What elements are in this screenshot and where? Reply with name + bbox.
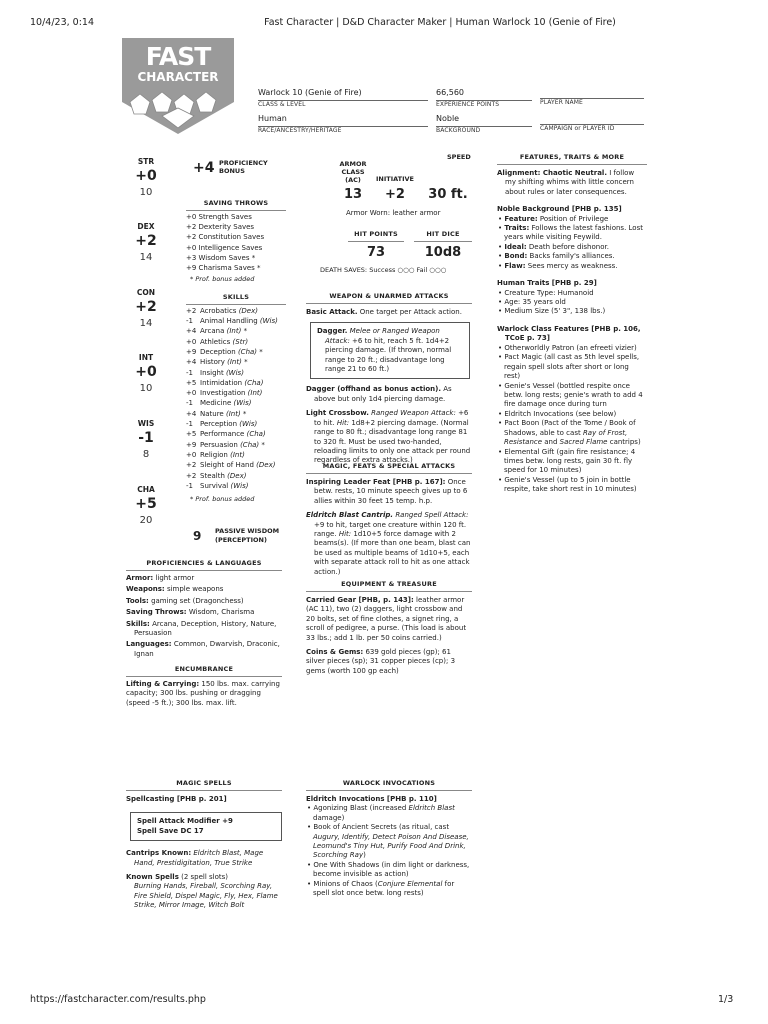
encumbrance-title: ENCUMBRANCE (126, 665, 282, 677)
skill-name: Investigation (200, 389, 246, 398)
proficiency-value: gaming set (Dragonchess) (148, 596, 244, 605)
skill-ability: (Cha) (237, 347, 258, 356)
feature-text: Genie's Vessel (bottled respite once betw. long rests; genie's wrath to add 4 fire damage once during turn (504, 381, 643, 409)
player-name-field (540, 88, 644, 107)
skills-list (186, 305, 286, 492)
encumbrance-text: Lifting & Carrying: 150 lbs. max. carrying capacity; 300 lbs. pushing or dragging (speed -5 ft.); 300 lbs. max. lift. (126, 679, 280, 707)
skill-name: Survival (200, 481, 229, 490)
ability-modifier: +5 (135, 496, 157, 513)
feature-text: Otherworldly Patron (an efreeti vizier) (504, 343, 637, 352)
skill-modifier: -1 (186, 481, 193, 490)
coins-gems: Coins & Gems: 639 gold pieces (gp); 61 silver pieces (sp); 31 copper pieces (cp); 3 gems (worth 100 gp each) (306, 647, 456, 675)
light-crossbow: Light Crossbow. Ranged Weapon Attack: +6 to hit. Hit: 1d8+2 piercing damage. (Normal range to 80 ft.; disadvantage long range 81 to 320 ft. Must be used two-handed, reloading limits to only one attack per round regardless of extra attacks.) (306, 409, 471, 465)
features-section (497, 153, 647, 495)
feature-text: Genie's Vessel (up to 5 join in bottle respite, take short rest in 10 minutes) (504, 475, 637, 494)
proficiency-value: Wisdom, Charisma (186, 608, 255, 617)
save-row: +0 Intelligence Saves (186, 243, 263, 252)
trait-value: Follows the latest fashions. Lost years while visiting Feywild. (504, 223, 643, 242)
ability-score: 14 (139, 318, 153, 330)
proficiency-bonus-value: +4 (193, 160, 215, 176)
skill-name: History (200, 358, 225, 367)
skill-row (186, 441, 286, 451)
dagger-attack-box: Dagger. Melee or Ranged Weapon Attack: +6 to hit, reach 5 ft. 1d4+2 piercing damage. (If thrown, normal range to 20 ft.; disadvantage long range 21 to 60 ft.) (310, 322, 470, 379)
proficiency-item (126, 585, 282, 594)
skill-name: Deception (200, 347, 236, 356)
proficiency-item (126, 608, 282, 617)
logo-line-2: CHARACTER (137, 70, 219, 84)
proficiency-key: Skills: (126, 619, 150, 628)
trait-text: Medium Size (5' 3", 138 lbs.) (504, 307, 606, 316)
class-level-value: Warlock 10 (Genie of Fire) (258, 88, 428, 101)
save-row: +3 Wisdom Saves * (186, 253, 256, 262)
skill-modifier: +5 (186, 430, 197, 439)
trait-value: Backs family's alliances. (527, 252, 615, 261)
human-traits-list (497, 289, 647, 317)
print-title: Fast Character | D&D Character Maker | Human Warlock 10 (Genie of Fire) (264, 17, 616, 28)
skill-ability: (Str) (232, 337, 249, 346)
save-row: +9 Charisma Saves * (186, 264, 261, 273)
human-trait-item: • Age: 35 years old (498, 298, 566, 307)
magic-feats-title: MAGIC, FEATS & SPECIAL ATTACKS (306, 462, 472, 474)
class-level-field (258, 88, 428, 109)
hit-dice-box (414, 230, 472, 261)
proficiency-key: Languages: (126, 640, 172, 649)
ability-name: DEX (137, 222, 155, 231)
skill-name: Performance (200, 430, 245, 439)
background-value: Noble (436, 114, 532, 127)
skill-modifier: +9 (186, 347, 197, 356)
invocation-item: • Agonizing Blast (increased Eldritch Blast damage) (307, 804, 455, 822)
background-field (436, 114, 532, 135)
ability-score: 20 (139, 515, 153, 527)
human-trait-item: • Medium Size (5' 3", 138 lbs.) (498, 307, 606, 316)
skill-name: Athletics (200, 337, 231, 346)
save-note: * Prof. bonus added (190, 274, 255, 283)
skill-ability: (Wis) (239, 420, 258, 429)
speed-value: 30 ft. (428, 187, 468, 202)
pact-boon: • Pact Boon (Pact of the Tome / Book of Shadows, able to cast Ray of Frost, Resistance and Sacred Flame cantrips) (498, 419, 641, 447)
hit-points-box (348, 230, 404, 261)
skill-ability: (Int) (226, 327, 242, 336)
cantrips-known: Cantrips Known: Eldritch Blast, Mage Hand, Prestidigitation, True Strike (126, 849, 264, 867)
skill-modifier: -1 (186, 368, 193, 377)
proficiencies-section (126, 559, 282, 661)
race-value: Human (258, 114, 428, 127)
skill-row (186, 348, 286, 358)
print-page-number: 1/3 (718, 994, 734, 1005)
skills-section (186, 293, 286, 505)
magic-spells-title: MAGIC SPELLS (126, 779, 282, 791)
warlock-features-title: Warlock Class Features [PHB p. 106, TCoE p. 73] (497, 324, 641, 343)
invocations-header: Eldritch Invocations [PHB p. 110] (306, 794, 437, 803)
skills-note: * Prof. bonus added (190, 495, 255, 504)
proficiency-value: Common, Dwarvish, Draconic, Ignan (134, 640, 280, 658)
features-title: FEATURES, TRAITS & MORE (497, 153, 647, 165)
invocations-title: WARLOCK INVOCATIONS (306, 779, 472, 791)
skill-row (186, 338, 286, 348)
hit-points-value: 73 (366, 244, 386, 260)
trait-key: Feature: (504, 214, 538, 223)
death-saves: DEATH SAVES: Success ○○○ Fail ○○○ (320, 266, 447, 274)
proficiency-value: light armor (153, 573, 195, 582)
skill-name: Persuasion (200, 440, 238, 449)
skill-proficient-mark: * (241, 327, 248, 336)
human-traits-title: Human Traits [PHB p. 29] (497, 279, 597, 288)
race-field (258, 114, 428, 135)
skill-ability: (Int) (247, 389, 263, 398)
armor-class-label: ARMOR CLASS (AC) (339, 160, 367, 185)
initiative-label: INITIATIVE (376, 175, 414, 183)
save-row: +0 Strength Saves (186, 212, 252, 221)
skill-ability: (Cha) (244, 378, 264, 387)
proficiency-item (126, 574, 282, 583)
skill-proficient-mark: * (241, 358, 248, 367)
skill-proficient-mark: * (257, 347, 263, 356)
ability-name: STR (137, 157, 155, 166)
skill-name: Stealth (200, 471, 225, 480)
skill-ability: (Int) (225, 409, 241, 418)
offhand-dagger: Dagger (offhand as bonus action). As above but only 1d4 piercing damage. (306, 385, 452, 403)
ability-modifier: +0 (135, 364, 157, 381)
proficiency-key: Weapons: (126, 585, 165, 594)
skill-modifier: +2 (186, 306, 197, 315)
warlock-features-list-2 (497, 448, 647, 495)
save-row: +2 Constitution Saves (186, 233, 265, 242)
armor-worn: Armor Worn: leather armor (346, 209, 441, 217)
skill-modifier: -1 (186, 420, 193, 429)
ability-modifier: +0 (135, 168, 157, 185)
ability-name: CHA (137, 485, 155, 494)
skill-name: Nature (200, 409, 224, 418)
spell-save-dc: Spell Save DC 17 (137, 826, 204, 835)
skill-name: Religion (200, 450, 228, 459)
print-url: https://fastcharacter.com/results.php (30, 994, 206, 1005)
saving-throws-section (186, 199, 286, 285)
skill-name: Perception (200, 420, 238, 429)
armor-class-value: 13 (343, 187, 363, 202)
noble-trait-item: • Bond: Backs family's alliances. (498, 252, 615, 261)
logo-line-1: FAST (145, 42, 211, 71)
proficiency-key: Armor: (126, 573, 154, 582)
skill-modifier: +0 (186, 450, 197, 459)
proficiency-item (126, 597, 282, 606)
basic-attack: Basic Attack. One target per Attack action. (306, 307, 462, 316)
campaign-field (540, 114, 644, 133)
trait-key: Ideal: (504, 242, 527, 251)
human-trait-item: • Creature Type: Humanoid (498, 288, 594, 297)
class-level-label: CLASS & LEVEL (258, 100, 306, 108)
passive-wisdom-value: 9 (193, 529, 202, 543)
magic-feats-section (306, 462, 472, 582)
ability-score: 8 (142, 449, 150, 461)
ability-str (126, 157, 166, 200)
skill-modifier: +9 (186, 440, 197, 449)
equipment-title: EQUIPMENT & TREASURE (306, 580, 472, 592)
warlock-feature-item: • Otherworldly Patron (an efreeti vizier) (498, 343, 637, 352)
proficiency-value: Arcana, Deception, History, Nature, Persuasion (134, 619, 277, 637)
skill-modifier: +2 (186, 471, 197, 480)
hit-points-label: HIT POINTS (348, 230, 404, 242)
proficiency-item (126, 620, 282, 639)
skill-row (186, 451, 286, 461)
skill-name: Arcana (200, 327, 225, 336)
skill-ability: (Dex) (238, 306, 258, 315)
warlock-feature-item: • Elemental Gift (gain fire resistance; 4 times betw. long rests, gain 30 ft. fly speed for 10 minutes) (498, 447, 636, 475)
skill-ability: (Wis) (230, 481, 249, 490)
trait-value: Sees mercy as weakness. (525, 261, 618, 270)
noble-trait-item: • Flaw: Sees mercy as weakness. (498, 261, 618, 270)
skill-ability: (Wis) (233, 399, 252, 408)
skill-modifier: +5 (186, 378, 197, 387)
skill-name: Intimidation (200, 378, 243, 387)
xp-label: EXPERIENCE POINTS (436, 100, 500, 108)
saving-throws-title: SAVING THROWS (186, 199, 286, 211)
passive-wisdom-label: PASSIVE WISDOM (PERCEPTION) (215, 527, 280, 544)
skill-ability: (Dex) (227, 471, 247, 480)
trait-text: Age: 35 years old (504, 298, 566, 307)
weapons-title: WEAPON & UNARMED ATTACKS (306, 292, 472, 304)
magic-spells-section (126, 779, 282, 916)
skill-row (186, 482, 286, 492)
ability-score: 10 (139, 383, 153, 395)
skill-row (186, 389, 286, 399)
proficiency-item (126, 640, 282, 659)
proficiencies-title: PROFICIENCIES & LANGUAGES (126, 559, 282, 571)
weapons-section (306, 292, 472, 471)
alignment: Alignment: Chaotic Neutral. I follow my shifting whims with little concern about rules or later consequences. (497, 168, 635, 196)
skill-row (186, 317, 286, 327)
proficiency-key: Saving Throws: (126, 608, 187, 617)
print-datetime: 10/4/23, 0:14 (30, 17, 94, 28)
skill-row (186, 327, 286, 337)
ability-cha (126, 485, 166, 528)
skill-modifier: +4 (186, 327, 197, 336)
skill-ability: (Cha) (240, 440, 260, 449)
ability-modifier: +2 (135, 299, 157, 316)
ability-name: CON (136, 288, 156, 297)
skill-name: Animal Handling (200, 317, 258, 326)
background-label: BACKGROUND (436, 126, 481, 134)
skill-ability: (Wis) (259, 317, 278, 326)
skill-name: Medicine (200, 399, 232, 408)
skill-row (186, 472, 286, 482)
skill-row (186, 358, 286, 368)
trait-key: Traits: (504, 223, 530, 232)
speed-label: SPEED (447, 153, 471, 161)
trait-key: Flaw: (504, 261, 526, 270)
invocation-item: • Book of Ancient Secrets (as ritual, cast Augury, Identify, Detect Poison And Disease, Leomund's Tiny Hut, Purify Food And Drink, Scorching Ray) (307, 823, 469, 860)
known-spells: Known Spells (2 spell slots) Burning Hands, Fireball, Scorching Ray, Fire Shield, Dispel Magic, Fly, Hex, Flame Strike, Mirror Image, Witch Bolt (126, 872, 278, 910)
skill-modifier: -1 (186, 317, 193, 326)
skill-name: Sleight of Hand (200, 461, 254, 470)
proficiency-key: Tools: (126, 596, 149, 605)
skills-title: SKILLS (186, 293, 286, 305)
skill-row (186, 410, 286, 420)
feature-text: Eldritch Invocations (see below) (504, 409, 617, 418)
xp-value: 66,560 (436, 88, 532, 101)
skill-row (186, 430, 286, 440)
skill-row (186, 369, 286, 379)
skill-ability: (Dex) (256, 461, 276, 470)
trait-text: Creature Type: Humanoid (504, 288, 594, 297)
ability-dex (126, 222, 166, 265)
noble-background-title: Noble Background [PHB p. 135] (497, 205, 622, 214)
carried-gear: Carried Gear [PHB, p. 143]: leather armor (AC 11), two (2) daggers, light crossbow and 20 bolts, set of fine clothes, a signet ring, a scroll of pedigree, a purse. (This load is about 33 lbs.; add 1 lb. per 50 coins carried.) (306, 595, 467, 642)
xp-field (436, 88, 532, 109)
noble-traits-list (497, 215, 647, 272)
spell-stats-box (130, 812, 282, 841)
hit-dice-label: HIT DICE (414, 230, 472, 242)
ability-con (126, 288, 166, 331)
skill-proficient-mark: * (240, 409, 247, 418)
skill-row (186, 379, 286, 389)
ability-score: 10 (139, 187, 153, 199)
noble-trait-item: • Ideal: Death before dishonor. (498, 242, 609, 251)
trait-value: Position of Privilege (537, 214, 609, 223)
skill-ability: (Int) (227, 358, 242, 367)
skill-ability: (Cha) (246, 430, 266, 439)
warlock-feature-item: • Genie's Vessel (bottled respite once betw. long rests; genie's wrath to add 4 fire damage once during turn (498, 381, 643, 409)
trait-key: Bond: (504, 252, 528, 261)
initiative-value: +2 (385, 187, 405, 202)
invocation-item: • One With Shadows (in dim light or darkness, become invisible as action) (307, 860, 470, 879)
feature-text: Pact Magic (all cast as 5th level spells, regain spell slots after short or long rest) (504, 353, 640, 381)
skill-row (186, 399, 286, 409)
warlock-feature-item: • Genie's Vessel (up to 5 join in bottle respite, take short rest in 10 minutes) (498, 475, 637, 494)
skill-ability: (Int) (230, 450, 245, 459)
feature-text: Elemental Gift (gain fire resistance; 4 times betw. long rests, gain 30 ft. fly speed for 10 minutes) (504, 447, 636, 475)
proficiencies-list (126, 571, 282, 660)
spell-attack-modifier: Spell Attack Modifier +9 (137, 817, 233, 826)
fast-character-logo (122, 38, 234, 134)
player-name-label: PLAYER NAME (540, 99, 583, 106)
skill-modifier: +4 (186, 358, 197, 367)
skill-row (186, 461, 286, 471)
save-row: +2 Dexterity Saves (186, 223, 255, 232)
noble-trait-item: • Feature: Position of Privilege (498, 214, 609, 223)
proficiency-value: simple weapons (164, 585, 224, 594)
ability-modifier: +2 (135, 233, 157, 250)
trait-value: Death before dishonor. (526, 242, 609, 251)
ability-wis (126, 419, 166, 462)
skill-modifier: -1 (186, 399, 193, 408)
warlock-feature-item: • Pact Magic (all cast as 5th level spells, regain spell slots after short or long rest) (498, 353, 640, 381)
skill-modifier: +0 (186, 389, 197, 398)
ability-modifier: -1 (138, 430, 154, 447)
inspiring-leader-feat: Inspiring Leader Feat [PHB p. 167]: Once betw. rests, 10 minute speech gives up to 6 allies within 30 feet 15 temp. h.p. (306, 477, 468, 505)
hit-dice-value: 10d8 (424, 244, 462, 260)
proficiency-bonus-label: PROFICIENCY BONUS (219, 159, 268, 176)
skill-modifier: +0 (186, 337, 197, 346)
ability-name: WIS (137, 419, 155, 428)
ability-name: INT (138, 353, 154, 362)
skill-name: Insight (200, 368, 224, 377)
invocations-list (306, 804, 472, 898)
spellcasting-header: Spellcasting [PHB p. 201] (126, 794, 227, 803)
warlock-feature-item: • Eldritch Invocations (see below) (498, 409, 617, 418)
campaign-label: CAMPAIGN or PLAYER ID (540, 125, 615, 132)
skill-proficient-mark: * (259, 440, 265, 449)
warlock-features-list (497, 344, 647, 420)
skill-modifier: +2 (186, 461, 197, 470)
equipment-section (306, 580, 472, 681)
eldritch-blast-cantrip: Eldritch Blast Cantrip. Ranged Spell Attack: +9 to hit, target one creature within 120 ft. range. Hit: 1d10+5 force damage with 2 beams(s). (If more than one beam, blast can be used as multiple beams of 1d10+5, each with separate attack roll to hit as one attack action.) (306, 511, 471, 576)
noble-trait-item: • Traits: Follows the latest fashions. Lost years while visiting Feywild. (498, 223, 643, 242)
skill-name: Acrobatics (200, 306, 237, 315)
invocation-item: • Minions of Chaos (Conjure Elemental for spell slot once betw. long rests) (307, 879, 455, 898)
ability-score: 14 (139, 252, 153, 264)
encumbrance-section (126, 665, 282, 708)
skill-row (186, 307, 286, 317)
invocations-section (306, 779, 472, 899)
race-label: RACE/ANCESTRY/HERITAGE (258, 126, 342, 134)
skill-row (186, 420, 286, 430)
ability-int (126, 353, 166, 396)
skill-ability: (Wis) (225, 368, 244, 377)
skill-modifier: +4 (186, 409, 197, 418)
